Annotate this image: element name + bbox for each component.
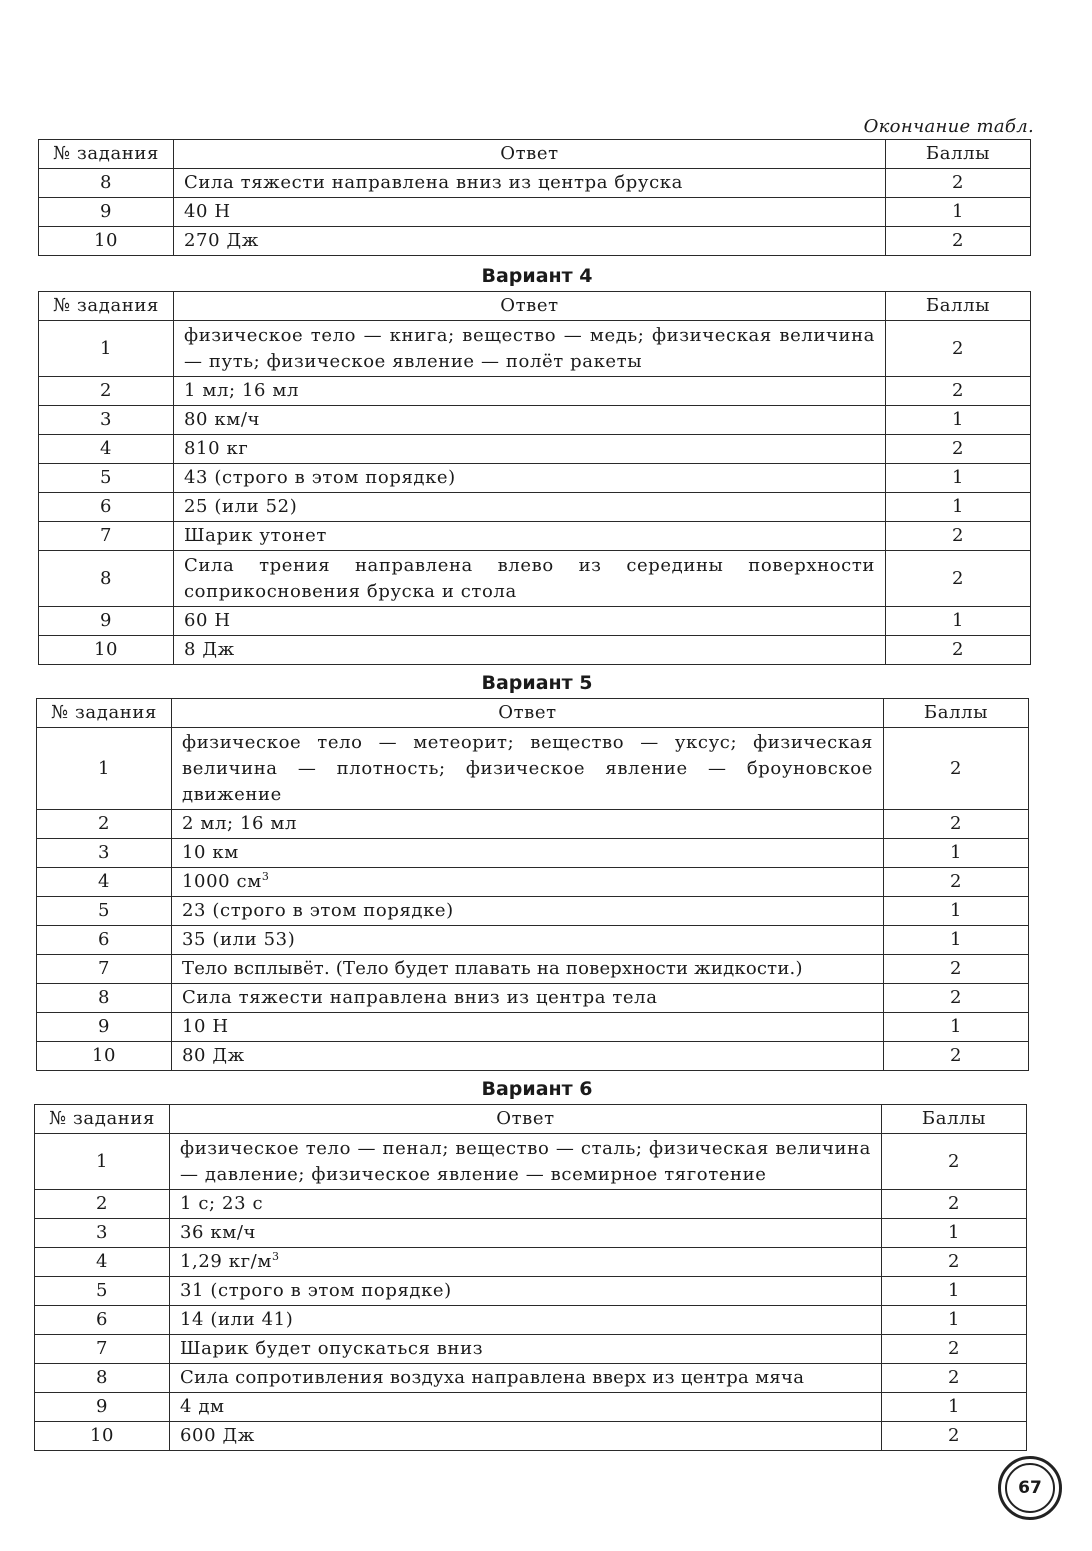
- task-number: 1: [35, 1134, 170, 1190]
- points-value: 2: [882, 1335, 1027, 1364]
- continuation-note: Окончание табл.: [863, 116, 1034, 137]
- points-value: 1: [884, 897, 1029, 926]
- points-value: 1: [884, 1013, 1029, 1042]
- answer-text: физическое тело — книга; вещество — медь; физическая величина — путь; физическое явление — полёт ракеты: [174, 321, 886, 377]
- answer-text: Сила тяжести направлена вниз из центра тела: [172, 984, 884, 1013]
- answer-text: 40 Н: [174, 198, 886, 227]
- header-task-number: № задания: [39, 292, 174, 321]
- task-number: 3: [39, 406, 174, 435]
- table-header-row: [39, 292, 1031, 321]
- answer-text: 80 км/ч: [174, 406, 886, 435]
- answer-text: 4 дм: [170, 1393, 882, 1422]
- points-value: 2: [886, 522, 1031, 551]
- points-value: 2: [882, 1248, 1027, 1277]
- answer-text: [170, 1248, 882, 1277]
- points-value: 2: [884, 984, 1029, 1013]
- answers-table-variant-6: [34, 1104, 1027, 1451]
- header-task-number: № задания: [39, 140, 174, 169]
- table-row: [37, 926, 1029, 955]
- points-value: 2: [886, 551, 1031, 607]
- page-number-badge: [998, 1456, 1062, 1520]
- answer-text: Тело всплывёт. (Тело будет плавать на поверхности жидкости.): [172, 955, 884, 984]
- table-row: [37, 897, 1029, 926]
- table-header-row: [39, 140, 1031, 169]
- points-value: 2: [886, 377, 1031, 406]
- points-value: 2: [886, 227, 1031, 256]
- task-number: 8: [39, 169, 174, 198]
- task-number: 3: [37, 839, 172, 868]
- header-points: Баллы: [886, 140, 1031, 169]
- table-row: [39, 406, 1031, 435]
- header-points: Баллы: [882, 1105, 1027, 1134]
- table-row: [35, 1248, 1027, 1277]
- answer-text: 60 Н: [174, 607, 886, 636]
- points-value: 2: [886, 435, 1031, 464]
- answer-text: Шарик утонет: [174, 522, 886, 551]
- task-number: 2: [39, 377, 174, 406]
- answers-table-continued: [38, 139, 1031, 256]
- task-number: 7: [39, 522, 174, 551]
- points-value: 1: [882, 1277, 1027, 1306]
- task-number: 10: [39, 636, 174, 665]
- task-number: 4: [35, 1248, 170, 1277]
- table-row: [37, 1042, 1029, 1071]
- variant-5-heading: Вариант 5: [481, 672, 593, 694]
- table-row: [35, 1393, 1027, 1422]
- points-value: 2: [884, 868, 1029, 897]
- answer-text: Шарик будет опускаться вниз: [170, 1335, 882, 1364]
- table-row: [37, 810, 1029, 839]
- answer-text: 31 (строго в этом порядке): [170, 1277, 882, 1306]
- table-row: [37, 728, 1029, 810]
- answer-text: 10 км: [172, 839, 884, 868]
- table-row: [35, 1422, 1027, 1451]
- answer-text: 25 (или 52): [174, 493, 886, 522]
- table-row: [35, 1306, 1027, 1335]
- answer-text: 43 (строго в этом порядке): [174, 464, 886, 493]
- answer-text: [172, 868, 884, 897]
- points-value: 2: [886, 636, 1031, 665]
- task-number: 10: [35, 1422, 170, 1451]
- answer-text: 36 км/ч: [170, 1219, 882, 1248]
- answer-text: 1 мл; 16 мл: [174, 377, 886, 406]
- table-row: [35, 1277, 1027, 1306]
- task-number: 9: [37, 1013, 172, 1042]
- table-row: [37, 955, 1029, 984]
- answers-table-variant-5: [36, 698, 1029, 1071]
- table-header-row: [37, 699, 1029, 728]
- points-value: 1: [886, 464, 1031, 493]
- answer-text: 2 мл; 16 мл: [172, 810, 884, 839]
- answer-text: Сила трения направлена влево из середины поверхности соприкосновения бруска и стола: [174, 551, 886, 607]
- points-value: 2: [882, 1134, 1027, 1190]
- table-row: [39, 227, 1031, 256]
- points-value: 2: [884, 955, 1029, 984]
- page-number: 67: [1005, 1463, 1055, 1513]
- answer-value: 1000 см: [182, 871, 262, 892]
- points-value: 1: [886, 607, 1031, 636]
- task-number: 6: [35, 1306, 170, 1335]
- task-number: 3: [35, 1219, 170, 1248]
- task-number: 10: [39, 227, 174, 256]
- header-answer: Ответ: [174, 292, 886, 321]
- task-number: 9: [39, 198, 174, 227]
- table-row: [39, 522, 1031, 551]
- answer-text: 35 (или 53): [172, 926, 884, 955]
- table-row: [37, 868, 1029, 897]
- points-value: 2: [882, 1190, 1027, 1219]
- header-answer: Ответ: [174, 140, 886, 169]
- answer-text: 80 Дж: [172, 1042, 884, 1071]
- task-number: 6: [37, 926, 172, 955]
- table-row: [35, 1335, 1027, 1364]
- task-number: 5: [37, 897, 172, 926]
- header-task-number: № задания: [35, 1105, 170, 1134]
- table-row: [39, 435, 1031, 464]
- table-row: [39, 464, 1031, 493]
- points-value: 2: [882, 1422, 1027, 1451]
- points-value: 2: [884, 810, 1029, 839]
- points-value: 1: [886, 198, 1031, 227]
- points-value: 2: [886, 321, 1031, 377]
- table-row: [37, 984, 1029, 1013]
- answer-text: 1 с; 23 с: [170, 1190, 882, 1219]
- unit-exponent: 3: [261, 870, 270, 883]
- answer-text: 8 Дж: [174, 636, 886, 665]
- table-row: [35, 1219, 1027, 1248]
- table-row: [37, 1013, 1029, 1042]
- header-points: Баллы: [884, 699, 1029, 728]
- answer-value: 1,29 кг/м: [180, 1251, 272, 1272]
- answer-text: 600 Дж: [170, 1422, 882, 1451]
- points-value: 1: [884, 926, 1029, 955]
- table-row: [39, 607, 1031, 636]
- variant-4-heading: Вариант 4: [481, 265, 593, 287]
- task-number: 4: [39, 435, 174, 464]
- header-task-number: № задания: [37, 699, 172, 728]
- answer-text: 270 Дж: [174, 227, 886, 256]
- header-answer: Ответ: [170, 1105, 882, 1134]
- table-row: [39, 551, 1031, 607]
- task-number: 9: [39, 607, 174, 636]
- points-value: 1: [886, 493, 1031, 522]
- task-number: 7: [37, 955, 172, 984]
- answer-text: физическое тело — пенал; вещество — сталь; физическая величина — давление; физическое явление — всемирное тяготение: [170, 1134, 882, 1190]
- task-number: 4: [37, 868, 172, 897]
- answer-text: Сила сопротивления воздуха направлена вверх из центра мяча: [170, 1364, 882, 1393]
- table-row: [39, 377, 1031, 406]
- task-number: 5: [39, 464, 174, 493]
- task-number: 2: [37, 810, 172, 839]
- header-answer: Ответ: [172, 699, 884, 728]
- answer-text: 10 Н: [172, 1013, 884, 1042]
- table-row: [35, 1190, 1027, 1219]
- table-row: [35, 1364, 1027, 1393]
- table-header-row: [35, 1105, 1027, 1134]
- task-number: 5: [35, 1277, 170, 1306]
- task-number: 6: [39, 493, 174, 522]
- answer-text: физическое тело — метеорит; вещество — уксус; физическая величина — плотность; физическое явление — броуновское движение: [172, 728, 884, 810]
- variant-6-heading: Вариант 6: [481, 1078, 593, 1100]
- points-value: 1: [882, 1306, 1027, 1335]
- answer-text: 14 (или 41): [170, 1306, 882, 1335]
- unit-exponent: 3: [271, 1250, 280, 1263]
- table-row: [39, 198, 1031, 227]
- answer-text: Сила тяжести направлена вниз из центра бруска: [174, 169, 886, 198]
- task-number: 9: [35, 1393, 170, 1422]
- table-row: [35, 1134, 1027, 1190]
- table-row: [39, 636, 1031, 665]
- task-number: 8: [37, 984, 172, 1013]
- points-value: 1: [882, 1393, 1027, 1422]
- task-number: 8: [39, 551, 174, 607]
- task-number: 1: [37, 728, 172, 810]
- points-value: 2: [886, 169, 1031, 198]
- answer-text: 23 (строго в этом порядке): [172, 897, 884, 926]
- points-value: 1: [884, 839, 1029, 868]
- points-value: 1: [882, 1219, 1027, 1248]
- task-number: 10: [37, 1042, 172, 1071]
- table-row: [37, 839, 1029, 868]
- task-number: 7: [35, 1335, 170, 1364]
- points-value: 2: [884, 728, 1029, 810]
- task-number: 8: [35, 1364, 170, 1393]
- table-row: [39, 169, 1031, 198]
- points-value: 1: [886, 406, 1031, 435]
- table-row: [39, 493, 1031, 522]
- table-row: [39, 321, 1031, 377]
- answers-table-variant-4: [38, 291, 1031, 665]
- task-number: 2: [35, 1190, 170, 1219]
- task-number: 1: [39, 321, 174, 377]
- answer-text: 810 кг: [174, 435, 886, 464]
- points-value: 2: [884, 1042, 1029, 1071]
- header-points: Баллы: [886, 292, 1031, 321]
- points-value: 2: [882, 1364, 1027, 1393]
